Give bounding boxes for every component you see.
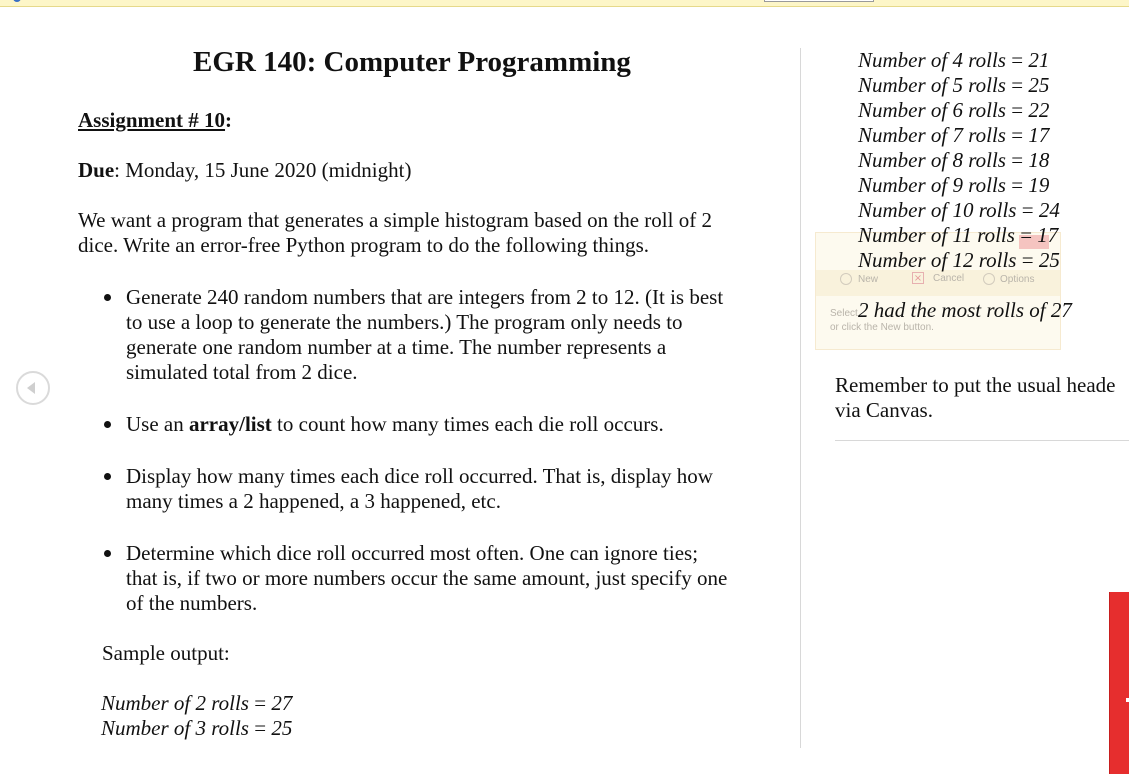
list-item-line: simulated total from 2 dice. — [126, 360, 358, 384]
assignment-label: Assignment # 10 — [78, 108, 226, 132]
sample-output-line: Number of 10 rolls = 24 — [858, 198, 1060, 222]
ghost-hint-line: or click the New button. — [830, 322, 934, 333]
list-item-line: Determine which dice roll occurred most often. One can ignore ties; — [126, 541, 699, 565]
bullet-icon — [104, 294, 111, 301]
intro-paragraph — [78, 208, 712, 258]
list-item-text-pre: Use an — [126, 412, 189, 436]
previous-page-button[interactable] — [16, 371, 50, 405]
assignment-suffix: : — [225, 108, 233, 132]
section-divider — [835, 440, 1129, 441]
list-item-line: many times a 2 happened, a 3 happened, etc. — [126, 489, 501, 513]
ghost-hint-line: Select — [830, 308, 858, 319]
ghost-cancel-label: Cancel — [933, 273, 965, 284]
sample-output-line: Number of 8 rolls = 18 — [858, 148, 1050, 172]
due-text: : Monday, 15 June 2020 (midnight) — [114, 158, 412, 182]
sample-output-summary: 2 had the most rolls of 27 — [858, 298, 1072, 322]
due-date — [78, 158, 411, 183]
bullet-icon — [104, 550, 111, 557]
cancel-icon: × — [913, 273, 923, 284]
list-item-line: Generate 240 random numbers that are integers from 2 to 12. (It is best — [126, 285, 724, 309]
list-item-line: Display how many times each dice roll occurred. That is, display how — [126, 464, 713, 488]
options-icon — [983, 273, 995, 285]
sample-output-label: Sample output: — [102, 641, 230, 665]
page-divider — [800, 48, 801, 748]
due-label: Due — [78, 158, 115, 182]
assignment-heading — [78, 108, 232, 133]
list-item-line: of the numbers. — [126, 591, 258, 615]
side-panel-tab[interactable] — [1109, 592, 1129, 774]
app-indicator-icon — [13, 0, 21, 2]
remember-note — [835, 373, 1116, 423]
remember-line: via Canvas. — [835, 398, 933, 422]
sample-output-line: Number of 9 rolls = 19 — [858, 173, 1050, 197]
list-item-line: that is, if two or more numbers occur the same amount, just specify one — [126, 566, 728, 590]
new-icon — [840, 273, 852, 285]
list-item-bold-term: array/list — [188, 412, 272, 436]
sample-output-line: Number of 11 rolls = 17 — [858, 223, 1059, 247]
toolbar-tab[interactable] — [764, 0, 874, 2]
remember-line: Remember to put the usual heade — [835, 373, 1116, 397]
sample-output-line: Number of 4 rolls = 21 — [858, 48, 1050, 72]
sample-output-line: Number of 3 rolls = 25 — [101, 716, 293, 740]
sample-output-line: Number of 2 rolls = 27 — [101, 691, 293, 715]
sample-output-line: Number of 6 rolls = 22 — [858, 98, 1050, 122]
ghost-new-label: New — [858, 274, 879, 285]
sample-output-line: Number of 7 rolls = 17 — [858, 123, 1050, 147]
bullet-icon — [104, 473, 111, 480]
document-title: EGR 140: Computer Programming — [193, 46, 631, 78]
ghost-options-label: Options — [1000, 274, 1035, 285]
list-item-line: to use a loop to generate the numbers.) The program only needs to — [126, 310, 683, 334]
list-item-text-post: to count how many times each die roll occurs. — [271, 412, 664, 436]
top-toolbar-strip — [0, 0, 1129, 7]
sample-output-line: Number of 12 rolls = 25 — [858, 248, 1060, 272]
intro-line: dice. Write an error-free Python program to do the following things. — [78, 233, 650, 257]
bullet-icon — [104, 421, 111, 428]
intro-line: We want a program that generates a simple histogram based on the roll of 2 — [78, 208, 712, 232]
sample-output-line: Number of 5 rolls = 25 — [858, 73, 1050, 97]
list-item-line: generate one random number at a time. The number represents a — [126, 335, 667, 359]
